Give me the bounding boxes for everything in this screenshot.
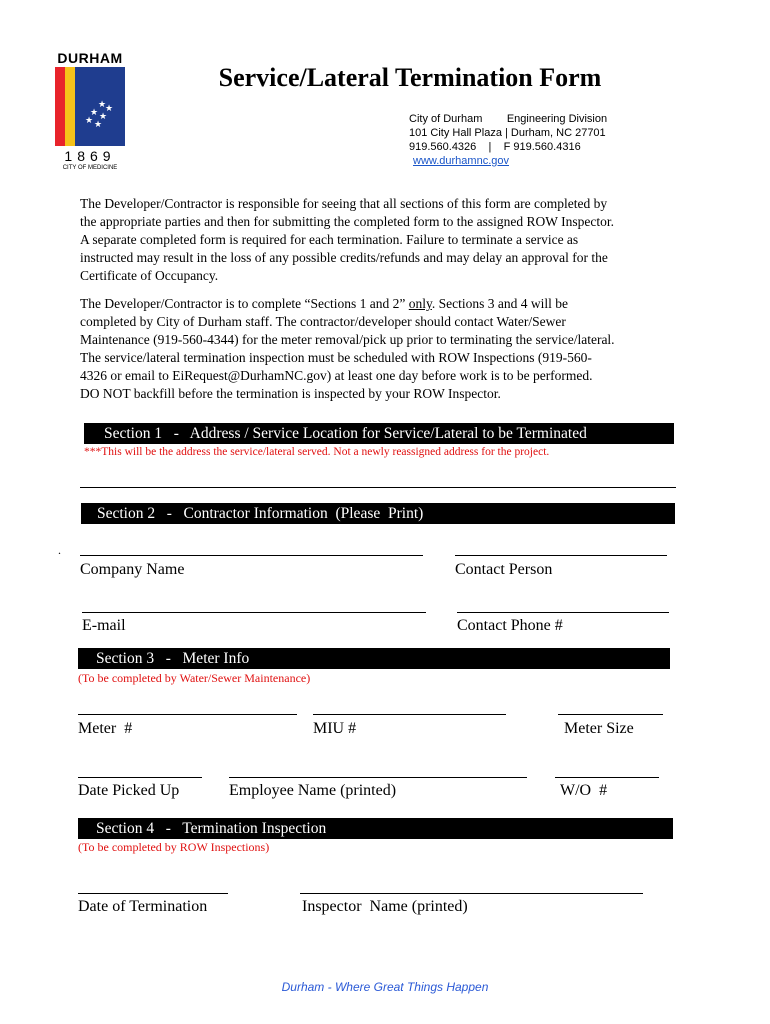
section-1-header: Section 1 - Address / Service Location for Service/Lateral to be Terminated (84, 423, 674, 444)
intro-p2-line: Maintenance (919-560-4344) for the meter removal/pick up prior to terminating the service/lateral. (80, 332, 615, 348)
date-of-termination-line[interactable] (78, 893, 228, 894)
intro-p2-first-line (80, 295, 680, 313)
inspector-name-line[interactable] (300, 893, 643, 894)
meter-number-line[interactable] (78, 714, 297, 715)
work-order-label: W/O # (560, 782, 608, 799)
contact-person-label: Contact Person (455, 561, 553, 578)
meter-size-label: Meter Size (564, 720, 634, 737)
contact-person-line[interactable] (455, 555, 667, 556)
section-3-header: Section 3 - Meter Info (78, 648, 670, 669)
section-3-note: (To be completed by Water/Sewer Maintenance) (78, 671, 311, 685)
meter-size-line[interactable] (558, 714, 663, 715)
website-link-wrap (413, 155, 509, 167)
section-4-header: Section 4 - Termination Inspection (78, 818, 673, 839)
website-link[interactable]: www.durhamnc.gov (413, 155, 509, 167)
intro-p1-line: instructed may result in the loss of any possible credits/refunds and may delay an approval for the (80, 250, 608, 266)
intro-paragraph-1 (80, 195, 680, 285)
form-title: Service/Lateral Termination Form (218, 63, 602, 92)
email-line[interactable] (82, 612, 426, 613)
intro-p2-line: 4326 or email to EiRequest@DurhamNC.gov) at least one day before work is to be performed. (80, 368, 593, 384)
company-name-label: Company Name (80, 561, 185, 578)
contact-phone-line[interactable] (457, 612, 669, 613)
employee-name-label: Employee Name (printed) (229, 782, 397, 799)
contact-fax: F 919.560.4316 (503, 141, 581, 153)
only-emphasis: only (408, 296, 432, 311)
date-picked-up-line[interactable] (78, 777, 202, 778)
date-picked-up-label: Date Picked Up (78, 782, 180, 799)
section-2-header: Section 2 - Contractor Information (Please Print) (81, 503, 675, 524)
contact-division: Engineering Division (506, 113, 608, 125)
intro-p2-line: completed by City of Durham staff. The contractor/developer should contact Water/Sewer (80, 314, 566, 330)
logo-wordmark: DURHAM (57, 50, 123, 66)
logo-year: 1869 (64, 148, 116, 164)
company-name-line[interactable] (80, 555, 423, 556)
intro-p1-line: A separate completed form is required for each termination. Failure to terminate a service as (80, 232, 579, 248)
contact-line-3 (409, 141, 581, 153)
contact-phone-label: Contact Phone # (457, 617, 563, 634)
durham-logo-flag (55, 67, 125, 146)
stray-mark: . (58, 543, 61, 557)
svg-text:★: ★ (90, 108, 99, 118)
contact-org: City of Durham (409, 113, 483, 125)
svg-text:★: ★ (105, 104, 114, 114)
intro-p1-line: the appropriate parties and then for submitting the completed form to the assigned ROW Inspector. (80, 214, 614, 230)
logo-tagline: CITY OF MEDICINE (62, 165, 118, 171)
svg-text:★: ★ (85, 116, 94, 126)
svg-text:★: ★ (98, 100, 107, 110)
contact-address: 101 City Hall Plaza | Durham, NC 27701 (409, 127, 606, 139)
svg-text:★: ★ (99, 112, 108, 122)
miu-number-label: MIU # (313, 720, 357, 737)
employee-name-line[interactable] (229, 777, 527, 778)
intro-p2-line: The service/lateral termination inspection must be scheduled with ROW Inspections (919-560- (80, 350, 592, 366)
intro-p1-line: Certificate of Occupancy. (80, 268, 219, 284)
intro-paragraph-2 (80, 295, 680, 404)
contact-separator: | (488, 141, 492, 153)
section-1-note: ***This will be the address the service/lateral served. Not a newly reassigned address for the project. (84, 446, 550, 458)
date-of-termination-label: Date of Termination (78, 898, 208, 915)
intro-p2-line: DO NOT backfill before the termination is inspected by your ROW Inspector. (80, 386, 501, 402)
footer-slogan: Durham - Where Great Things Happen (281, 980, 489, 994)
work-order-line[interactable] (555, 777, 659, 778)
intro-p2-text: The Developer/Contractor is to complete “Sections 1 and 2” (80, 296, 409, 311)
contact-line-1 (409, 113, 607, 125)
miu-number-line[interactable] (313, 714, 506, 715)
contact-phone: 919.560.4326 (409, 141, 477, 153)
meter-number-label: Meter # (78, 720, 133, 737)
section-4-note: (To be completed by ROW Inspections) (78, 840, 270, 854)
intro-p1-line: The Developer/Contractor is responsible for seeing that all sections of this form are completed by (80, 196, 608, 211)
intro-p2-text: . Sections 3 and 4 will be (431, 296, 569, 311)
email-label: E-mail (82, 617, 126, 634)
svg-text:★: ★ (94, 120, 103, 130)
address-input-line[interactable] (80, 487, 676, 488)
inspector-name-label: Inspector Name (printed) (302, 898, 468, 915)
